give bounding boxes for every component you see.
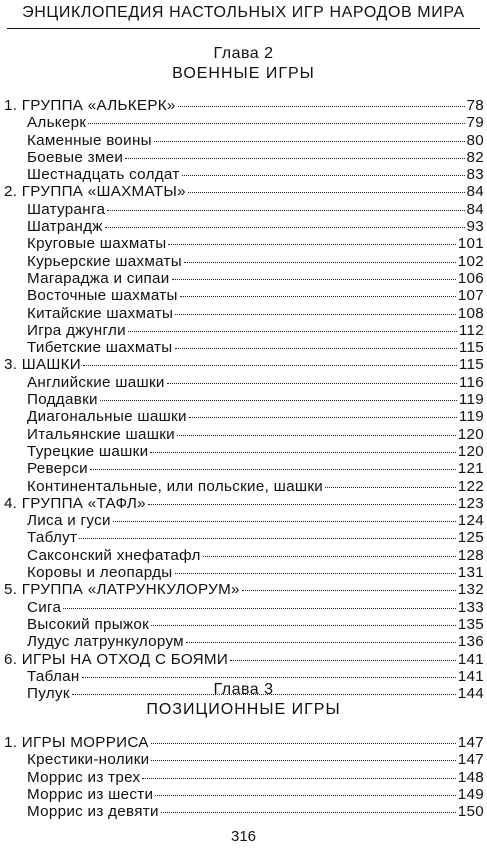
toc-page-number: 141 <box>457 650 484 668</box>
dot-leader <box>79 538 455 539</box>
toc-page-number: 115 <box>458 339 484 357</box>
toc-entry-title: Боевые змеи <box>27 148 124 166</box>
toc-entry-title: Поддавки <box>27 391 98 409</box>
toc-page-number: 120 <box>457 442 484 460</box>
dot-leader <box>105 227 465 228</box>
toc-entry-title: Алькерк <box>27 114 87 132</box>
toc-entry-title: Шатрандж <box>27 218 103 236</box>
toc-entry <box>4 547 484 564</box>
toc-entry-title: Таблан <box>27 667 80 685</box>
toc-entry-title: Коровы и леопарды <box>27 564 173 582</box>
toc-entry-title: Крестики-нолики <box>27 751 150 769</box>
toc-entry-title: Игра джунгли <box>27 321 126 339</box>
toc-entry <box>4 786 484 803</box>
dot-leader <box>63 608 455 609</box>
header-rule <box>7 28 480 29</box>
toc-entry-title: Курьерские шахматы <box>27 252 182 270</box>
toc-entry <box>4 305 484 322</box>
toc-entry-title: Восточные шахматы <box>27 287 178 305</box>
toc-page-number: 132 <box>457 581 484 599</box>
toc-page-number: 131 <box>457 564 484 582</box>
dot-leader <box>188 192 465 193</box>
chapter-label: Глава 2 <box>213 45 274 62</box>
toc-section-entry <box>4 356 484 373</box>
toc-page-number: 136 <box>457 633 484 651</box>
toc-page-number: 106 <box>457 269 484 287</box>
toc-entry-title: Лиса и гуси <box>27 512 111 530</box>
toc-entry <box>4 426 484 443</box>
toc-entry <box>4 253 484 270</box>
dot-leader <box>151 760 455 761</box>
toc-entry-title: Моррис из девяти <box>27 803 159 821</box>
dot-leader <box>88 123 464 124</box>
dot-leader <box>175 314 456 315</box>
toc-entry <box>4 201 484 218</box>
toc-section-entry <box>4 651 484 668</box>
toc-entry-title: Английские шашки <box>27 373 165 391</box>
toc-entry-title: Саксонский хнефатафл <box>27 546 201 564</box>
toc-entry <box>4 166 484 183</box>
toc-entry <box>4 218 484 235</box>
toc-entry <box>4 149 484 166</box>
dot-leader <box>180 296 456 297</box>
dot-leader <box>186 642 456 643</box>
toc-list <box>4 97 484 702</box>
dot-leader <box>128 331 457 332</box>
dot-leader <box>107 210 464 211</box>
dot-leader <box>148 504 456 505</box>
toc-entry-title: Каменные воины <box>27 131 152 149</box>
toc-entry-title: Лудус латрункулорум <box>27 633 184 651</box>
dot-leader <box>100 400 457 401</box>
toc-page-number: 141 <box>457 667 484 685</box>
toc-page-number: 147 <box>457 751 484 769</box>
running-head: ЭНЦИКЛОПЕДИЯ НАСТОЛЬНЫХ ИГР НАРОДОВ МИРА <box>22 4 465 21</box>
toc-entry-title: 5. ГРУППА «ЛАТРУНКУЛОРУМ» <box>4 581 240 599</box>
dot-leader <box>125 158 464 159</box>
chapter-title: ПОЗИЦИОННЫЕ ИГРЫ <box>146 701 341 718</box>
toc-page-number: 108 <box>457 304 484 322</box>
toc-entry <box>4 460 484 477</box>
toc-page-number: 135 <box>457 615 484 633</box>
toc-page-number: 128 <box>457 546 484 564</box>
toc-entry-title: 4. ГРУППА «ТАФЛ» <box>4 494 146 512</box>
toc-entry <box>4 270 484 287</box>
toc-page-number: 78 <box>466 97 484 114</box>
toc-page-number: 125 <box>457 529 484 547</box>
toc-entry <box>4 512 484 529</box>
toc-entry-title: Тибетские шахматы <box>27 339 173 357</box>
toc-page-number: 144 <box>457 685 484 703</box>
toc-page-number: 124 <box>457 512 484 530</box>
toc-entry-title: Высокий прыжок <box>27 615 150 633</box>
toc-entry <box>4 803 484 820</box>
toc-section-entry <box>4 495 484 512</box>
toc-entry-title: Пулук <box>27 685 70 703</box>
toc-entry <box>4 322 484 339</box>
toc-section-entry <box>4 183 484 200</box>
toc-entry-title: Шестнадцать солдат <box>27 166 180 184</box>
toc-page-number: 119 <box>458 408 484 426</box>
toc-page-number: 83 <box>466 166 484 184</box>
toc-entry-title: Круговые шахматы <box>27 235 167 253</box>
chapter-heading <box>0 680 487 720</box>
toc-entry <box>4 132 484 149</box>
toc-page-number: 133 <box>457 598 484 616</box>
dot-leader <box>177 435 456 436</box>
toc-entry-title: Китайские шахматы <box>27 304 174 322</box>
chapter-heading <box>0 44 487 84</box>
toc-entry-title: Шатуранга <box>27 200 106 218</box>
toc-entry <box>4 529 484 546</box>
chapter-label: Глава 3 <box>213 681 274 698</box>
toc-page-number: 149 <box>457 785 484 803</box>
dot-leader <box>175 348 457 349</box>
toc-entry <box>4 769 484 786</box>
toc-section-entry <box>4 581 484 598</box>
toc-page-number: 148 <box>457 768 484 786</box>
toc-list <box>4 734 484 820</box>
dot-leader <box>82 677 456 678</box>
toc-entry <box>4 633 484 650</box>
dot-leader <box>168 244 455 245</box>
dot-leader <box>175 573 456 574</box>
toc-entry <box>4 408 484 425</box>
dot-leader <box>184 262 456 263</box>
toc-entry-title: 1. ГРУППА «АЛЬКЕРК» <box>4 97 176 114</box>
toc-section-entry <box>4 97 484 114</box>
toc-page-number: 93 <box>466 218 484 236</box>
toc-page-number: 116 <box>458 373 484 391</box>
toc-entry <box>4 235 484 252</box>
toc-entry <box>4 564 484 581</box>
toc-page-number: 121 <box>457 460 484 478</box>
toc-entry-title: 6. ИГРЫ НА ОТХОД С БОЯМИ <box>4 650 229 668</box>
dot-leader <box>230 660 456 661</box>
toc-page-number: 84 <box>466 200 484 218</box>
toc-entry-title: Сига <box>27 598 62 616</box>
toc-page-number: 122 <box>457 477 484 495</box>
toc-entry <box>4 287 484 304</box>
toc-entry-title: Турецкие шашки <box>27 442 149 460</box>
dot-leader <box>151 625 456 626</box>
toc-page-number: 147 <box>457 734 484 751</box>
toc-entry-title: 3. ШАШКИ <box>4 356 82 374</box>
toc-entry <box>4 443 484 460</box>
toc-entry <box>4 478 484 495</box>
dot-leader <box>113 521 456 522</box>
toc-section-entry <box>4 734 484 751</box>
toc-entry <box>4 391 484 408</box>
dot-leader <box>189 417 457 418</box>
toc-page-number: 82 <box>466 148 484 166</box>
toc-entry-title: Моррис из трех <box>27 768 141 786</box>
dot-leader <box>83 365 457 366</box>
toc-page-number: 101 <box>457 235 484 253</box>
toc-entry <box>4 751 484 768</box>
dot-leader <box>155 795 455 796</box>
toc-entry-title: Диагональные шашки <box>27 408 187 426</box>
dot-leader <box>203 556 456 557</box>
toc-entry-title: Магараджа и сипаи <box>27 269 170 287</box>
dot-leader <box>182 175 465 176</box>
dot-leader <box>142 778 455 779</box>
toc-entry <box>4 599 484 616</box>
toc-page-number: 79 <box>466 114 484 132</box>
toc-page-number: 102 <box>457 252 484 270</box>
toc-page-number: 123 <box>457 494 484 512</box>
toc-entry <box>4 616 484 633</box>
toc-entry <box>4 374 484 391</box>
toc-page-number: 120 <box>457 425 484 443</box>
dot-leader <box>167 383 457 384</box>
dot-leader <box>172 279 456 280</box>
dot-leader <box>242 590 456 591</box>
toc-page-number: 112 <box>458 321 484 339</box>
dot-leader <box>90 469 456 470</box>
toc-entry-title: 2. ГРУППА «ШАХМАТЫ» <box>4 183 186 201</box>
dot-leader <box>150 452 455 453</box>
dot-leader <box>325 487 456 488</box>
toc-page-number: 150 <box>457 803 484 821</box>
dot-leader <box>151 743 456 744</box>
dot-leader <box>154 141 465 142</box>
toc-page-number: 115 <box>458 356 484 374</box>
dot-leader <box>161 812 456 813</box>
toc-entry <box>4 114 484 131</box>
page-number: 316 <box>230 828 257 845</box>
chapter-title: ВОЕННЫЕ ИГРЫ <box>172 65 315 82</box>
toc-entry-title: Таблут <box>27 529 78 547</box>
toc-entry-title: Реверси <box>27 460 88 478</box>
toc-entry-title: Континентальные, или польские, шашки <box>27 477 324 495</box>
toc-entry <box>4 339 484 356</box>
toc-page-number: 84 <box>466 183 484 201</box>
toc-entry-title: Итальянские шашки <box>27 425 175 443</box>
toc-entry-title: Моррис из шести <box>27 785 154 803</box>
toc-page-number: 80 <box>466 131 484 149</box>
toc-page-number: 107 <box>457 287 484 305</box>
dot-leader <box>178 106 465 107</box>
toc-entry-title: 1. ИГРЫ МОРРИСА <box>4 734 149 751</box>
toc-page-number: 119 <box>458 391 484 409</box>
